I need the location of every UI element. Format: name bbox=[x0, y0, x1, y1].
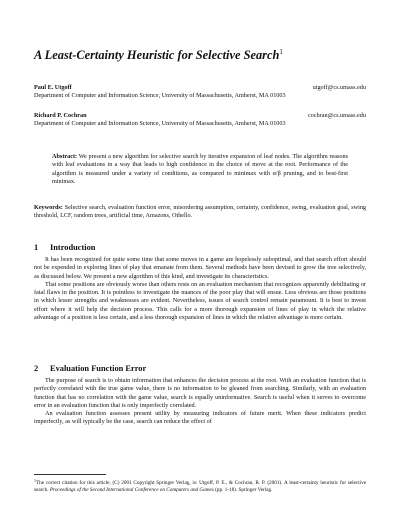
footnote-mark: 1 bbox=[34, 478, 36, 483]
title-text: A Least-Certainty Heuristic for Selective Search bbox=[34, 48, 280, 62]
footnote bbox=[34, 477, 366, 494]
section-number: 1 bbox=[34, 243, 39, 252]
keywords-text: Selective search, evaluation function error, misordering assumption, certainty, confidence, swing, evaluation goal, swing threshold, LCF, random trees, artificial time, Amazons, Othello. bbox=[34, 204, 367, 220]
paragraph: It has been recognized for quite some time that some moves in a game are hopelessly suboptimal, and that search effort should not be expended in exploring lines of play that emanate from them. Several methods have been devised to grow the tree selectively, as discussed below. We present a new algorithm of this kind, and investigate its characteristics. bbox=[34, 256, 366, 280]
paragraph: That some positions are obviously worse than others rests on an evaluation mechanism that recognizes apparently debilitating or fatal flaws in the position. It is pointless to investigate the nuances of the poor play that will ensue. Less obvious are those positions in which lesser strengths and weaknesses are evident. Nevertheless, issues of search control remain paramount. It is best to invest effort where it will help the decision process. This calls for a more thorough expansion of lines of play in which the relative advantage of a position is less certain, and a less thorough expansion of lines in which the relative advantage is more certain. bbox=[34, 280, 366, 322]
footnote-venue: Proceedings of the Second International Conference on Computers and Games bbox=[49, 487, 214, 493]
author-email: utgoff@cs.umass.edu bbox=[312, 84, 366, 91]
section-number: 2 bbox=[34, 364, 39, 373]
author-block-1 bbox=[34, 84, 366, 100]
title-footnote-mark: 1 bbox=[279, 48, 283, 56]
section-title: Introduction bbox=[50, 243, 96, 252]
section-title: Evaluation Function Error bbox=[50, 364, 147, 373]
author-affiliation: Department of Computer and Information Science, University of Massachusetts, Amherst, MA 01003 bbox=[34, 120, 286, 127]
author-name: Paul E. Utgoff bbox=[34, 84, 72, 91]
paragraph: The purpose of search is to obtain information that enhances the decision process at the root. With an evaluation function that is perfectly correlated with the true game value, there is no information to be gleaned from searching. Similarly, with an evaluation function that has no correlation with the game value, search is equally uninformative. Search is useful when it serves to overcome error in an evaluation function that is only imperfectly correlated. bbox=[34, 377, 366, 409]
abstract bbox=[52, 153, 348, 186]
section-heading-1 bbox=[34, 243, 95, 252]
abstract-text: We present a new algorithm for selective search by iterative expansion of leaf nodes. The algorithm reasons with leaf evaluations in a way that leads to high confidence in the choice of move at the root. Performance of the algorithm is measured under a variety of conditions, as compared to minimax with α/β pruning, and to best-first minimax. bbox=[52, 153, 348, 185]
keywords-label: Keywords: bbox=[34, 204, 63, 211]
footnote-pages: (pp. 1-18). Springer Verlag. bbox=[215, 487, 273, 493]
keywords bbox=[34, 204, 366, 221]
author-name: Richard P. Cochran bbox=[34, 112, 87, 119]
section-body-2 bbox=[34, 377, 366, 427]
paragraph: An evaluation function assesses present utility by measuring indicators of future merit. When these indicators predict imperfectly, as will typically be the case, search can reduce the effect of bbox=[34, 410, 366, 426]
paper-title bbox=[34, 48, 374, 63]
author-block-2 bbox=[34, 112, 366, 128]
footnote-text: The correct citation for this article, (C) 2001 Copyright Springer Verlag, is: Utgoff, P. E., & Cochran, R. P. (2001). A least-certainty heuristic for selective search. bbox=[34, 480, 366, 493]
footnote-rule bbox=[34, 474, 106, 475]
author-affiliation: Department of Computer and Information Science, University of Massachusetts, Amherst, MA 01003 bbox=[34, 92, 286, 99]
abstract-label: Abstract: bbox=[52, 153, 78, 160]
author-email: cochran@cs.umass.edu bbox=[308, 112, 366, 119]
section-heading-2 bbox=[34, 364, 146, 373]
section-body-1 bbox=[34, 256, 366, 322]
